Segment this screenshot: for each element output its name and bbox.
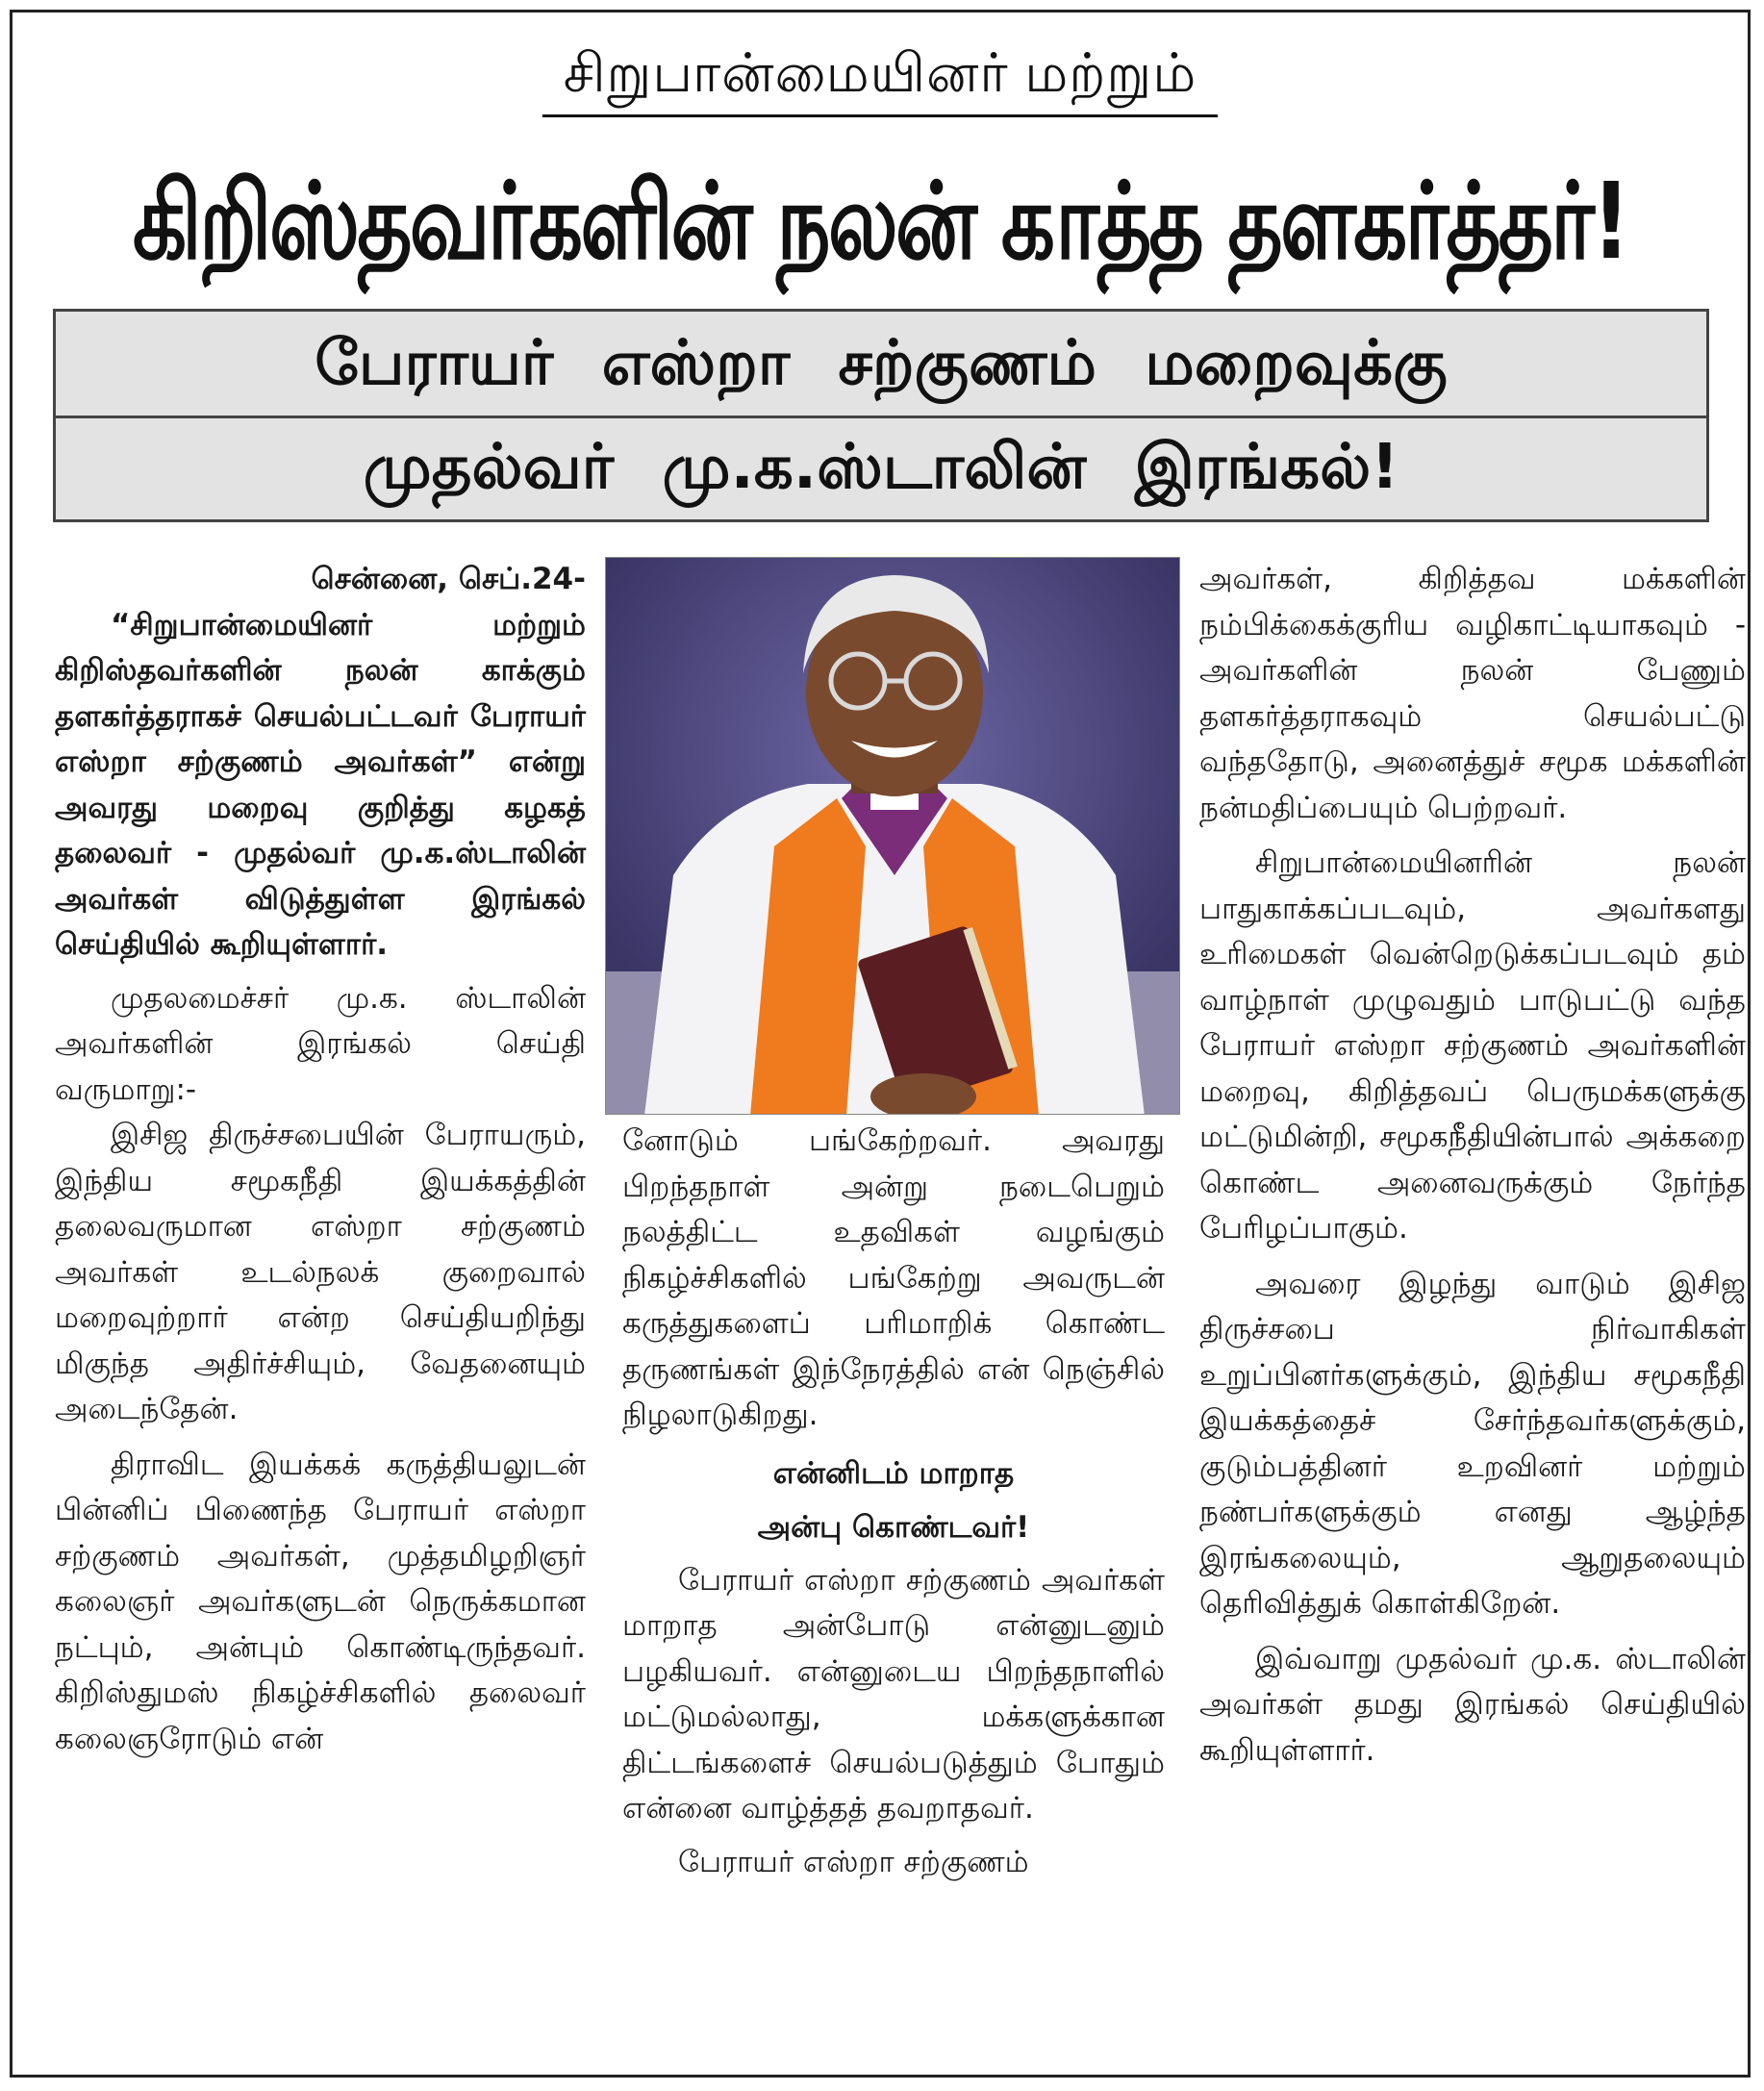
portrait-photo	[605, 557, 1180, 1115]
kicker	[13, 38, 1748, 117]
column-2	[622, 1119, 1165, 1885]
body-paragraph: பேராயர் எஸ்றா சற்குணம் அவர்கள் மாறாத அன்போடு என்னுடனும் பழகியவர். என்னுடைய பிறந்தநாளில் மட்டுமல்லாது, மக்களுக்கான திட்டங்களைச் செயல்படுத்தும் போதும் என்னை வாழ்த்தத் தவறாதவர்.	[622, 1562, 1165, 1826]
newspaper-clipping	[10, 10, 1751, 2078]
headline: கிறிஸ்தவர்களின் நலன் காத்த தளகர்த்தர்!	[132, 159, 1628, 283]
column-3	[1199, 557, 1746, 1774]
body-paragraph: பேராயர் எஸ்றா சற்குணம்	[678, 1844, 1029, 1879]
body-paragraph: திராவிட இயக்கக் கருத்தியலுடன் பின்னிப் பிணைந்த பேராயர் எஸ்றா சற்குணம் அவர்கள், முத்தமிழறிஞர் கலைஞர் அவர்களுடன் நெருக்கமான நட்பும், அன்பும் கொண்டிருந்தவர். கிறிஸ்துமஸ் நிகழ்ச்சிகளில் தலைவர் கலைஞரோடும் என்	[55, 1447, 586, 1756]
body-paragraph: னோடும் பங்கேற்றவர். அவரது பிறந்தநாள் அன்று நடைபெறும் நலத்திட்ட உதவிகள் வழங்கும் நிகழ்ச்சிகளில் பங்கேற்று அவருடன் கருத்துகளைப் பரிமாறிக் கொண்ட தருணங்கள் இந்நேரத்தில் என் நெஞ்சில் நிழலாடுகிறது.	[622, 1123, 1165, 1432]
kicker-text: சிறுபான்மையினர் மற்றும்	[542, 38, 1219, 117]
body-paragraph: இவ்வாறு முதல்வர் மு.க. ஸ்டாலின் அவர்கள் தமது இரங்கல் செய்தியில் கூறியுள்ளார்.	[1199, 1641, 1746, 1768]
body-paragraph: சிறுபான்மையினரின் நலன் பாதுகாக்கப்படவும், அவர்களது உரிமைகள் வென்றெடுக்கப்படவும் தம் வாழ்நாள் முழுவதும் பாடுபட்டு வந்த பேராயர் எஸ்றா சற்குணம் அவர்களின் மறைவு, கிறித்தவப் பெருமக்களுக்கு மட்டுமின்றி, சமூகநீதியின்பால் அக்கறை கொண்ட அனைவருக்கும் நேர்ந்த பேரிழப்பாகும்.	[1199, 845, 1746, 1246]
subhead-divider	[56, 416, 1706, 418]
subtitle-line-1: என்னிடம் மாறாத	[772, 1455, 1015, 1491]
subhead-line-1: பேராயர் எஸ்றா சற்குணம் மறைவுக்கு	[315, 328, 1448, 399]
lead-paragraph: “சிறுபான்மையினர் மற்றும் கிறிஸ்தவர்களின் நலன் காக்கும் தளகர்த்தராகச் செயல்பட்டவர் பேராயர் எஸ்றா சற்குணம் அவர்கள்” என்று அவரது மறைவு குறித்து கழகத் தலைவர் - முதல்வர் மு.க.ஸ்டாலின் அவர்கள் விடுத்துள்ள இரங்கல் செய்தியில் கூறியுள்ளார்.	[55, 607, 586, 962]
body-paragraph: அவரை இழந்து வாடும் இசிஜ திருச்சபை நிர்வாகிகள் உறுப்பினர்களுக்கும், இந்திய சமூகநீதி இயக்கத்தைச் சேர்ந்தவர்களுக்கும், குடும்பத்தினர் உறவினர் மற்றும் நண்பர்களுக்கும் எனது ஆழ்ந்த இரங்கலையும், ஆறுதலையும் தெரிவித்துக் கொள்கிறேன்.	[1199, 1266, 1746, 1621]
bishop-portrait-illustration	[606, 558, 1180, 1115]
body-paragraph: முதலமைச்சர் மு.க. ஸ்டாலின் அவர்களின் இரங்கல் செய்தி வருமாறு:-	[55, 980, 586, 1107]
subtitle-line-2: அன்பு கொண்டவர்!	[757, 1509, 1030, 1545]
dateline: சென்னை, செப்.24-	[311, 562, 586, 596]
subhead-box	[53, 309, 1709, 522]
body-paragraph: இசிஜ திருச்சபையின் பேராயரும், இந்திய சமூகநீதி இயக்கத்தின் தலைவருமான எஸ்றா சற்குணம் அவர்கள் உடல்நலக் குறைவால் மறைவுற்றார் என்ற செய்தியறிந்து மிகுந்த அதிர்ச்சியும், வேதனையும் அடைந்தேன்.	[55, 1118, 586, 1426]
subhead-line-2: முதல்வர் மு.க.ஸ்டாலின் இரங்கல்!	[363, 432, 1399, 503]
section-subtitle	[622, 1447, 1165, 1554]
column-1	[55, 557, 586, 1762]
body-paragraph: அவர்கள், கிறித்தவ மக்களின் நம்பிக்கைக்குரிய வழிகாட்டியாகவும் - அவர்களின் நலன் பேணும் தளகர்த்தராகவும் செயல்பட்டு வந்ததோடு, அனைத்துச் சமூக மக்களின் நன்மதிப்பையும் பெற்றவர்.	[1199, 562, 1746, 825]
